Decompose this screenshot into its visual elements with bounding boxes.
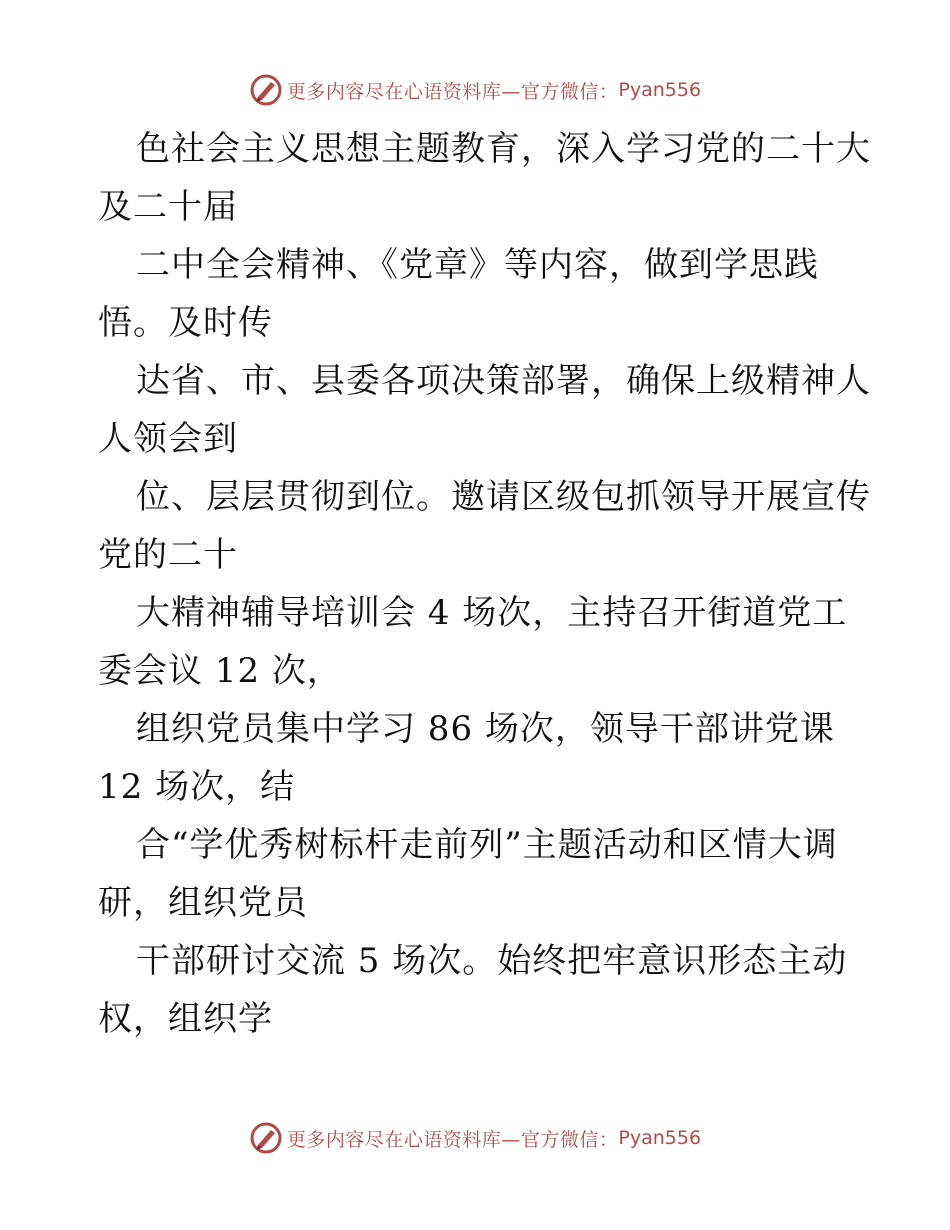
watermark-account: Pyan556: [618, 1127, 702, 1149]
text-line: 二中全会精神、《党章》等内容，做到学思践: [136, 245, 819, 285]
text-line: 悟。及时传: [98, 303, 273, 343]
text-line: 党的二十: [98, 535, 238, 575]
text-line: 权，组织学: [98, 999, 273, 1039]
text-line: 达省、市、县委各项决策部署，确保上级精神人: [136, 361, 871, 401]
text-line: 委会议 12 次，: [98, 651, 342, 691]
watermark-account: Pyan556: [618, 79, 702, 101]
pen-logo-icon: [249, 1121, 283, 1155]
text-line: 人领会到: [98, 419, 238, 459]
text-line: 合“学优秀树标杆走前列”主题活动和区情大调: [136, 825, 838, 865]
footer-watermark: [0, 1118, 950, 1158]
text-line: 12 场次，结: [98, 767, 296, 807]
text-line: 组织党员集中学习 86 场次，领导干部讲党课: [136, 709, 835, 749]
watermark-text: 更多内容尽在心语资料库—官方微信：: [286, 80, 619, 103]
header-watermark: [0, 70, 950, 110]
text-line: 大精神辅导培训会 4 场次，主持召开街道党工: [136, 593, 848, 633]
text-line: 干部研讨交流 5 场次。始终把牢意识形态主动: [136, 941, 848, 981]
text-line: 研，组织党员: [98, 883, 308, 923]
document-body: [98, 120, 871, 1048]
text-line: 及二十届: [98, 187, 238, 227]
pen-logo-icon: [249, 73, 283, 107]
text-line: 位、层层贯彻到位。邀请区级包抓领导开展宣传: [136, 477, 871, 517]
watermark-text: 更多内容尽在心语资料库—官方微信：: [286, 1128, 619, 1151]
text-line: 色社会主义思想主题教育，深入学习党的二十大: [136, 129, 871, 169]
